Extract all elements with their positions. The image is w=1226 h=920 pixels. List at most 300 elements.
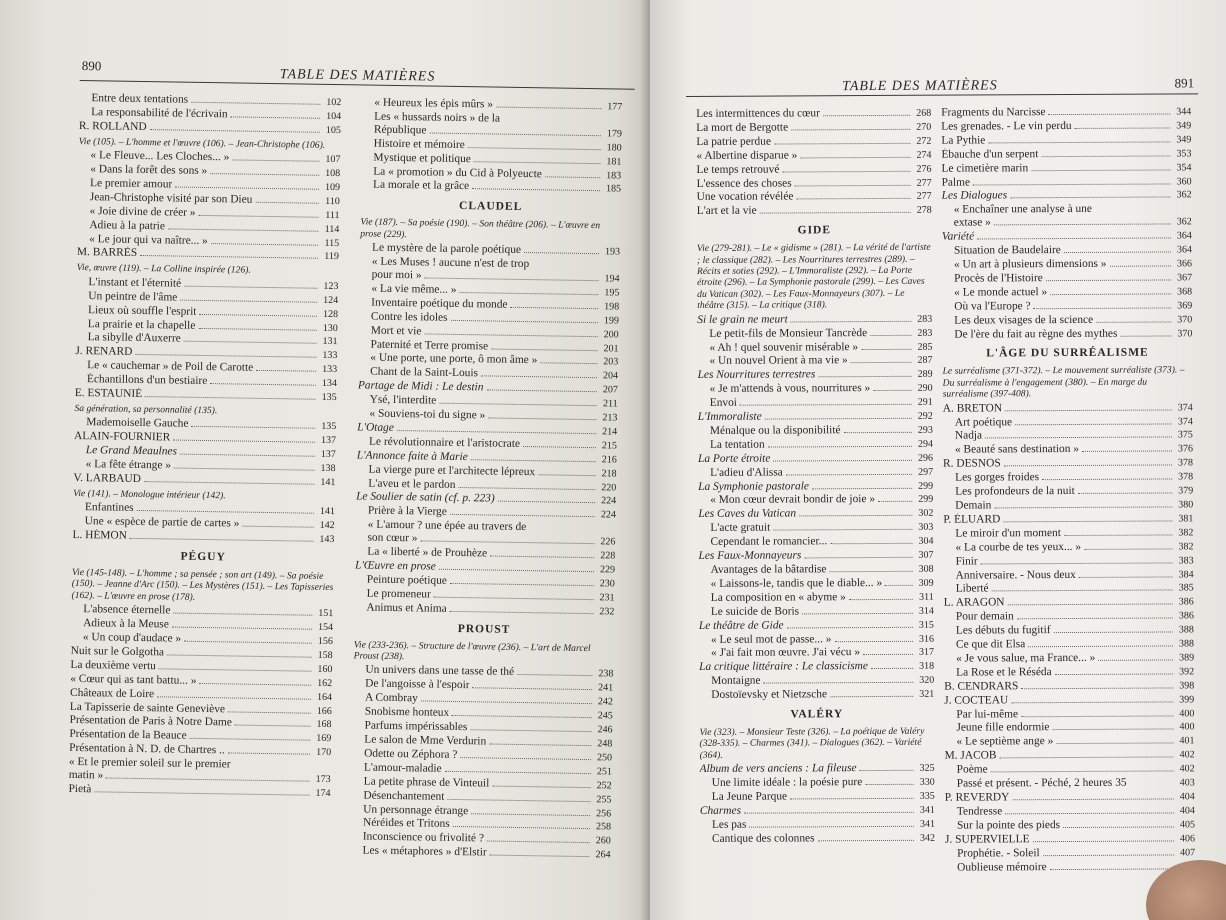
toc-entry xyxy=(945,804,1195,819)
entry-title: ALAIN-FOURNIER xyxy=(73,430,171,444)
page-number: 141 xyxy=(320,476,336,489)
dot-leader xyxy=(191,102,320,105)
page-number: 389 xyxy=(1179,652,1195,664)
page-number: 248 xyxy=(597,738,613,750)
page-number: 367 xyxy=(1177,272,1193,284)
entry-title: Paternité et Terre promise xyxy=(370,338,489,352)
page-number: 268 xyxy=(916,107,932,119)
dot-leader xyxy=(470,729,591,732)
toc-entry xyxy=(696,162,931,177)
page-number: 315 xyxy=(918,619,934,631)
page-number: 370 xyxy=(1177,313,1193,326)
entry-title: La mort de Bergotte xyxy=(696,121,789,134)
entry-title: Le cimetière marin xyxy=(941,161,1029,175)
page-number: 302 xyxy=(918,508,934,520)
dot-leader xyxy=(994,506,1172,508)
page-number: 135 xyxy=(321,391,337,404)
dot-leader xyxy=(782,170,910,172)
entry-title: Néréides et Tritons xyxy=(362,816,450,831)
entry-title: Les intermittences du cœur xyxy=(696,107,820,120)
page-number: 382 xyxy=(1178,541,1194,553)
page-number: 376 xyxy=(1177,443,1194,455)
page-number: 200 xyxy=(603,328,619,341)
entry-title: L'essence des choses xyxy=(696,176,792,190)
dot-leader xyxy=(1063,826,1174,828)
entry-title: Snobisme honteux xyxy=(364,705,450,720)
entry-title: Mort et vie xyxy=(370,324,422,337)
entry-title: J. SUPERVIELLE xyxy=(944,832,1030,846)
section-heading: PROUST xyxy=(457,622,511,636)
page-number: 169 xyxy=(316,733,332,745)
section-summary: Vie, œuvre (119). – La Colline inspirée (126). xyxy=(76,262,251,277)
page-number: 283 xyxy=(917,313,933,325)
entry-title: Les Nourritures terrestres xyxy=(697,368,816,382)
page-number: 297 xyxy=(918,466,934,478)
dot-leader xyxy=(228,711,311,713)
dot-leader xyxy=(545,176,600,178)
page-number: 256 xyxy=(596,807,612,819)
page-number: 303 xyxy=(918,521,934,534)
dot-leader xyxy=(231,116,321,118)
section-summary: Vie (141). – Monologue intérieur (142). xyxy=(73,487,226,502)
dot-leader xyxy=(744,812,914,814)
dot-leader xyxy=(871,668,913,669)
dot-leader xyxy=(167,654,312,657)
page-number: 133 xyxy=(322,364,338,376)
dot-leader xyxy=(421,701,592,705)
page-number: 378 xyxy=(1178,457,1194,469)
dot-leader xyxy=(977,238,1171,240)
page-number: 134 xyxy=(321,377,338,390)
entry-title: A. BRETON xyxy=(942,401,1003,415)
section-summary: Le surréalisme (371-372). – Le mouvement surréaliste (373). – Du surréalisme à l'engagement (380). – En marge du surréalisme (397-408). xyxy=(942,364,1185,400)
dot-leader xyxy=(159,668,312,671)
dot-leader xyxy=(1052,729,1173,731)
page-number: 107 xyxy=(325,153,341,166)
dot-leader xyxy=(144,481,314,485)
page-number: 226 xyxy=(600,536,616,548)
entry-title: De l'angoisse à l'espoir xyxy=(365,677,470,692)
entry-title: La Rose et le Réséda xyxy=(956,665,1052,679)
page-number: 128 xyxy=(322,308,339,320)
left-running-header xyxy=(80,58,635,90)
toc-entry xyxy=(698,535,933,550)
page-number: 380 xyxy=(1178,499,1194,511)
entry-title: « Le seul mot de passe... » xyxy=(710,632,832,646)
page-number: 330 xyxy=(919,776,935,788)
toc-entry xyxy=(699,646,934,661)
section-summary: Sa génération, sa personnalité (135). xyxy=(74,402,218,417)
page-number: 407 xyxy=(1180,846,1196,859)
page-number: 228 xyxy=(600,550,616,562)
entry-title: Entre deux tentations xyxy=(91,92,189,106)
dot-leader xyxy=(790,798,914,800)
dot-leader xyxy=(538,474,595,476)
entry-title: Poème xyxy=(956,763,988,776)
page-number: 364 xyxy=(1176,230,1192,242)
page-number: 211 xyxy=(602,398,618,410)
page-number: 194 xyxy=(604,273,620,285)
entry-title: Histoire et mémoire xyxy=(373,137,465,151)
dot-leader xyxy=(1011,701,1173,703)
entry-title: Un peintre de l'âme xyxy=(88,289,178,304)
entry-title: « La vie même... » xyxy=(371,282,457,296)
page-number: 246 xyxy=(597,724,613,736)
page-number: 252 xyxy=(596,779,612,792)
page-number: 353 xyxy=(1176,148,1192,160)
page-number: 272 xyxy=(916,135,932,147)
dot-leader xyxy=(795,184,911,186)
entry-title: L'aveu et le pardon xyxy=(368,477,456,491)
page-number: 400 xyxy=(1179,707,1195,719)
dot-leader xyxy=(211,243,318,246)
page-number: 277 xyxy=(916,191,932,203)
toc-entry xyxy=(698,549,933,564)
toc-entry xyxy=(698,479,933,494)
entry-title: La « promotion » du Cid à Polyeucte xyxy=(373,165,542,180)
dot-leader xyxy=(863,654,913,655)
page-number: 204 xyxy=(602,370,619,382)
toc-entry xyxy=(697,190,932,205)
dot-leader xyxy=(870,334,911,335)
entry-title: L'instant et l'éternité xyxy=(88,275,182,290)
dot-leader xyxy=(180,454,315,457)
dot-leader xyxy=(773,460,912,462)
toc-entry xyxy=(943,526,1193,541)
page-number: 151 xyxy=(318,608,334,620)
dot-leader xyxy=(1050,293,1171,295)
dot-leader xyxy=(802,613,913,615)
entry-title: Le théâtre de Gide xyxy=(698,619,784,632)
section-heading: VALÉRY xyxy=(790,708,844,721)
dot-leader xyxy=(472,189,600,192)
dot-leader xyxy=(94,791,309,795)
section-summary: Vie (105). – L'homme et l'œuvre (106). – Jean-Christophe (106). xyxy=(78,135,326,151)
dot-leader xyxy=(830,543,912,544)
entry-title: La composition en « abyme » xyxy=(710,590,846,604)
dot-leader xyxy=(787,626,913,628)
page-number: 321 xyxy=(919,688,935,700)
page-number: 375 xyxy=(1177,429,1193,441)
entry-title: « Un nouvel Orient à ma vie » xyxy=(709,354,848,368)
entry-title: L'absence éternelle xyxy=(83,603,171,617)
dot-leader xyxy=(255,202,318,204)
dot-leader xyxy=(981,562,1173,564)
entry-title: L. ARAGON xyxy=(943,596,1005,609)
dot-leader xyxy=(973,183,1171,185)
toc-entry xyxy=(941,147,1191,162)
toc-entry xyxy=(697,340,932,355)
dot-leader xyxy=(1034,307,1172,309)
entry-title: Par lui-même xyxy=(956,707,1019,721)
page-number: 285 xyxy=(917,341,933,353)
dot-leader xyxy=(529,530,594,531)
dot-leader xyxy=(835,640,913,641)
entry-title: Le « cauchemar » de Poil de Carotte xyxy=(87,359,254,374)
page-number: 270 xyxy=(916,121,932,133)
entry-title: Désenchantement xyxy=(363,789,445,803)
page-number: 133 xyxy=(322,350,338,362)
dot-leader xyxy=(1043,854,1174,856)
entry-title: L'amour-maladie xyxy=(363,761,442,775)
section-summary: Vie (187). – Sa poésie (190). – Son théâtre (206). – L'œuvre en prose (229). xyxy=(360,216,601,240)
toc-entry xyxy=(698,396,933,411)
author-entry xyxy=(943,512,1193,527)
toc-entry xyxy=(697,312,932,327)
left-page-content xyxy=(68,58,635,861)
entry-title: Le promeneur xyxy=(366,587,431,601)
page-number: 158 xyxy=(317,649,333,661)
left-column-2 xyxy=(350,96,622,862)
page-number: 245 xyxy=(597,710,613,722)
dot-leader xyxy=(434,596,594,600)
entry-title: Peinture poétique xyxy=(366,573,447,587)
page-number: 368 xyxy=(1177,286,1193,298)
page-number: 276 xyxy=(916,163,932,175)
entry-title: Procès de l'Histoire xyxy=(954,272,1043,285)
page-number: 231 xyxy=(599,592,615,604)
dot-leader xyxy=(765,418,912,420)
dot-leader xyxy=(1017,618,1173,620)
page-number: 154 xyxy=(317,621,334,634)
page-number: 362 xyxy=(1176,216,1192,228)
entry-title: Un univers dans une tasse de thé xyxy=(365,663,515,679)
entry-title: Sur la pointe des pieds xyxy=(956,818,1061,832)
page-number: 392 xyxy=(1179,666,1195,678)
author-entry xyxy=(944,596,1194,611)
entry-title: Les profondeurs de la nuit xyxy=(955,485,1075,498)
toc-entry xyxy=(700,776,935,791)
entry-title: « La fête étrange » xyxy=(85,458,172,472)
toc-entry xyxy=(697,204,932,219)
entry-title: Présentation de la Beauce xyxy=(69,728,187,743)
entry-title: « L'amour ? une épée au travers de xyxy=(367,518,527,534)
dot-leader xyxy=(796,198,910,200)
dot-leader xyxy=(768,446,912,448)
toc-entry xyxy=(696,148,931,163)
page-number: 378 xyxy=(1178,471,1194,483)
entry-title: Une limite idéale : la poésie pure xyxy=(711,776,863,790)
entry-title: Lieux où souffle l'esprit xyxy=(87,303,197,318)
dot-leader xyxy=(1056,743,1173,745)
dot-leader xyxy=(168,228,318,231)
toc-entry xyxy=(699,577,934,592)
entry-title: L. HÉMON xyxy=(72,529,128,542)
dot-leader xyxy=(145,396,316,400)
dot-leader xyxy=(471,459,596,462)
dot-leader xyxy=(1050,868,1174,870)
toc-entry xyxy=(942,203,1192,217)
dot-leader xyxy=(486,390,596,393)
dot-leader xyxy=(498,501,595,504)
page-number: 388 xyxy=(1178,638,1195,650)
entry-title: « Le jour qui va naître... » xyxy=(89,232,208,247)
toc-entry xyxy=(941,119,1191,134)
entry-title: Album de vers anciens : La fileuse xyxy=(699,762,857,776)
dot-leader xyxy=(861,348,911,349)
toc-entry xyxy=(698,368,933,383)
entry-title: Situation de Baudelaire xyxy=(953,244,1061,257)
page-number: 111 xyxy=(325,209,340,221)
dot-leader xyxy=(851,362,912,363)
dot-leader xyxy=(232,160,319,162)
dot-leader xyxy=(1015,423,1172,425)
page-number: 166 xyxy=(316,705,332,717)
page-number: 141 xyxy=(319,506,335,518)
dot-leader xyxy=(490,855,590,858)
dot-leader xyxy=(474,161,601,164)
dot-leader xyxy=(849,599,913,600)
page-number: 406 xyxy=(1179,833,1196,845)
entry-title: Les « métaphores » d'Elstir xyxy=(362,844,487,859)
dot-leader xyxy=(491,348,597,351)
dot-leader xyxy=(1004,465,1172,467)
page-number: 274 xyxy=(916,149,932,161)
dot-leader xyxy=(1054,632,1173,634)
dot-leader xyxy=(1021,715,1173,717)
entry-title: M. BARRÈS xyxy=(76,246,138,260)
dot-leader xyxy=(397,430,596,434)
page-number: 203 xyxy=(603,356,619,368)
page-number: 135 xyxy=(321,421,337,433)
page-number: 115 xyxy=(324,237,340,249)
dot-leader xyxy=(425,277,599,281)
toc-entry xyxy=(942,243,1192,258)
page-number: 317 xyxy=(919,647,935,659)
dot-leader xyxy=(198,215,318,218)
author-entry xyxy=(943,401,1193,416)
page-number: 341 xyxy=(919,818,935,830)
entry-title: Nuit sur le Golgotha xyxy=(70,644,165,659)
toc-entry xyxy=(944,568,1194,583)
dot-leader xyxy=(184,285,317,288)
toc-entry xyxy=(942,175,1192,190)
dot-leader xyxy=(985,437,1172,439)
dot-leader xyxy=(988,141,1170,143)
right-columns xyxy=(686,105,1198,874)
toc-entry xyxy=(945,860,1195,875)
entry-title: L'adieu d'Alissa xyxy=(710,466,783,479)
page-number: 370 xyxy=(1177,327,1193,339)
right-column-1 xyxy=(696,107,935,847)
page-number: 102 xyxy=(326,96,342,109)
entry-title: Les deux visages de la science xyxy=(954,313,1094,327)
entry-title: Variété xyxy=(941,230,975,243)
dot-leader xyxy=(471,813,590,816)
dot-leader xyxy=(818,840,915,842)
dot-leader xyxy=(1075,127,1171,129)
entry-title: A Combray xyxy=(364,691,418,705)
entry-title: « Une porte, une porte, ô mon âme » xyxy=(370,352,538,367)
dot-leader xyxy=(1064,534,1173,536)
toc-entry xyxy=(943,540,1193,555)
dot-leader xyxy=(1064,252,1171,254)
dot-leader xyxy=(174,468,315,471)
toc-entry xyxy=(700,762,935,777)
dot-leader xyxy=(198,327,316,330)
entry-title: Jeune fille endormie xyxy=(956,721,1050,735)
entry-title: Un personnage étrange xyxy=(363,803,469,817)
dot-leader xyxy=(823,115,910,116)
toc-entry xyxy=(700,804,935,819)
entry-title: La responsabilité de l'écrivain xyxy=(91,106,228,121)
entry-title: Présentation à N. D. de Chartres .. xyxy=(69,742,225,757)
dot-leader xyxy=(450,514,595,517)
toc-entry xyxy=(945,776,1195,791)
entry-title: « Un art à plusieurs dimensions » xyxy=(953,257,1107,271)
page-number: 402 xyxy=(1179,763,1195,775)
page-number: 142 xyxy=(319,520,335,532)
dot-leader xyxy=(540,363,597,365)
dot-leader xyxy=(450,583,594,586)
entry-title: L'art et la vie xyxy=(696,204,757,218)
page-number: 173 xyxy=(315,773,331,786)
left-running-title: TABLE DES MATIÈRES xyxy=(279,67,436,85)
entry-title: Les « hussards noirs » de la xyxy=(374,110,501,125)
entry-title: La deuxième vertu xyxy=(70,658,156,673)
dot-leader xyxy=(818,376,911,377)
page-number: 278 xyxy=(916,205,932,217)
dot-leader xyxy=(740,404,912,406)
toc-entry xyxy=(944,665,1194,680)
entry-title: « Heureux les épis mûrs » xyxy=(374,96,494,111)
entry-title: Ménalque ou la disponibilité xyxy=(709,424,841,437)
dot-leader xyxy=(1096,321,1171,322)
toc-entry xyxy=(943,498,1193,513)
entry-title: La petite phrase de Vinteuil xyxy=(363,775,490,790)
toc-entry xyxy=(942,216,1192,231)
toc-entry xyxy=(699,563,934,578)
entry-title: Le petit-fils de Monsieur Tancrède xyxy=(709,326,868,340)
dot-leader xyxy=(799,515,912,517)
entry-title: Ce que dit Elsa xyxy=(955,638,1026,651)
dot-leader xyxy=(460,757,591,760)
toc-entry xyxy=(700,818,935,833)
toc-entry xyxy=(945,818,1195,833)
page-number: 290 xyxy=(917,382,933,395)
page-number: 304 xyxy=(918,535,934,547)
entry-title: Parfums impérissables xyxy=(364,719,468,734)
page-number: 320 xyxy=(919,674,935,687)
dot-leader xyxy=(830,696,913,697)
toc-entry xyxy=(941,105,1191,120)
dot-leader xyxy=(468,147,601,150)
toc-entry xyxy=(696,121,931,136)
dot-leader xyxy=(786,473,912,475)
entry-title: R. ROLLAND xyxy=(78,119,147,133)
page-number: 403 xyxy=(1179,777,1195,789)
dot-leader xyxy=(791,129,910,131)
page-number: 185 xyxy=(605,183,622,195)
page-number: 308 xyxy=(918,563,934,575)
toc-entry xyxy=(699,674,934,689)
dot-leader xyxy=(760,212,911,214)
page-number: 242 xyxy=(597,696,614,708)
page-number: 201 xyxy=(603,342,619,354)
toc-entry xyxy=(699,688,934,703)
page-number: 400 xyxy=(1179,721,1195,733)
dot-leader xyxy=(175,186,319,189)
entry-title: L'Annonce faite à Marie xyxy=(356,449,468,463)
toc-entry xyxy=(943,484,1193,499)
dot-leader xyxy=(140,255,318,259)
entry-title: M. JACOB xyxy=(944,749,997,762)
entry-title: Montaigne xyxy=(711,674,761,688)
section-heading: CLAUDEL xyxy=(458,200,523,214)
page-number: 143 xyxy=(319,533,335,546)
page-number: 325 xyxy=(919,762,935,775)
dot-leader xyxy=(1082,451,1172,452)
